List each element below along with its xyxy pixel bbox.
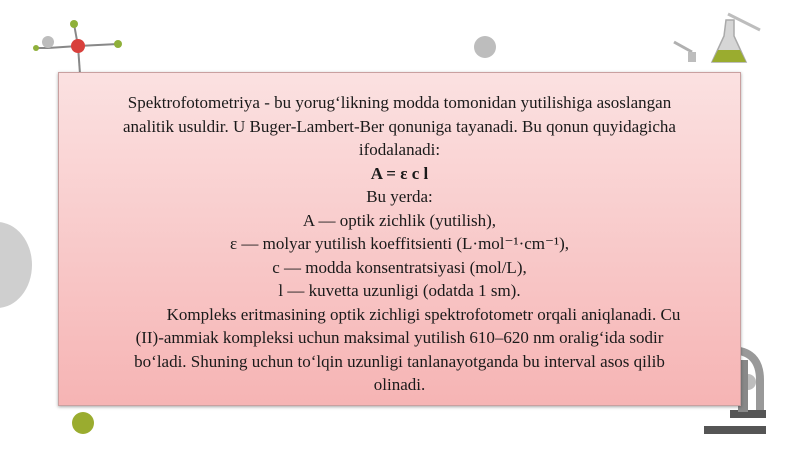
grey-half-circle (0, 222, 32, 308)
definition-epsilon: ε — molyar yutilish koeffitsienti (L·mol⁻¹·cm⁻¹), (229, 234, 570, 253)
conclusion-line-3: bo‘ladi. Shuning uchun to‘lqin uzunligi tanlanayotganda bu interval asos qilib (134, 351, 665, 371)
conclusion-line-1: Kompleks eritmasining optik zichligi spektrofotometr orqali aniqlanadi. Cu (166, 304, 681, 324)
formula: A = ε c l (370, 163, 429, 183)
conclusion-line-4: olinadi. (373, 375, 426, 394)
intro-line-3: ifodalanadi: (358, 140, 441, 159)
where-label: Bu yerda: (366, 187, 433, 206)
definition-l: l — kuvetta uzunligi (odatda 1 sm). (278, 281, 521, 300)
definition-a: A — optik zichlik (yutilish), (302, 210, 497, 230)
flask-icon (668, 12, 768, 74)
content-box (58, 72, 741, 406)
intro-line-1: Spektrofotometriya - bu yorug‘likning modda tomonidan yutilishiga asoslangan (127, 93, 672, 112)
definition-c: c — modda konsentratsiyasi (mol/L), (272, 257, 527, 277)
molecule-icon (28, 18, 138, 80)
olive-dot-bottom (72, 412, 94, 434)
conclusion-line-2: (II)-ammiak kompleksi uchun maksimal yutilish 610–620 nm oralig‘ida sodir (135, 328, 664, 347)
grey-dot-top (474, 36, 496, 58)
intro-line-2: analitik usuldir. U Buger-Lambert-Ber qonuniga tayanadi. Bu qonun quyidagicha (123, 116, 676, 136)
